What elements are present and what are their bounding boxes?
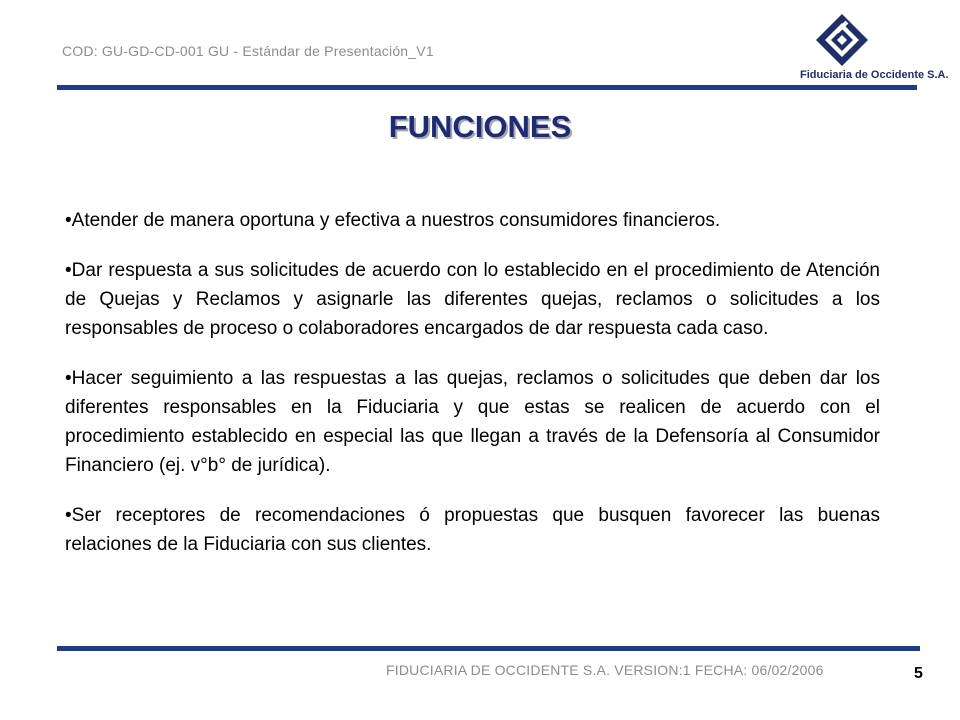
company-logo [800, 12, 949, 92]
logo-text: Fiduciaria de Occidente S.A. [800, 69, 949, 81]
bullet-item: •Dar respuesta a sus solicitudes de acuerdo con lo establecido en el procedimiento de Atención de Quejas y Reclamos y asignarle las diferentes quejas, reclamos o solicitudes a los responsables de proceso o colaboradores encargados de dar respuesta cada caso. [65, 260, 880, 339]
bullet-item: •Atender de manera oportuna y efectiva a nuestros consumidores financieros. [65, 210, 721, 231]
bullet-item: •Ser receptores de recomendaciones ó propuestas que busquen favorecer las buenas relaciones de la Fiduciaria con sus clientes. [65, 505, 880, 555]
diamond-logo-icon [812, 12, 872, 68]
footer-text: FIDUCIARIA DE OCCIDENTE S.A. VERSION:1 FECHA: 06/02/2006 [386, 662, 824, 678]
slide-title: FUNCIONES [388, 109, 572, 144]
bullet-list [65, 206, 880, 580]
page-number: 5 [914, 665, 923, 682]
header-divider [57, 85, 917, 90]
footer-divider [57, 646, 920, 651]
bullet-item: •Hacer seguimiento a las respuestas a las quejas, reclamos o solicitudes que deben dar los diferentes responsables en la Fiduciaria y que estas se realicen de acuerdo con el procedimiento establecido en especial las que llegan a través de la Defensoría al Consumidor Financiero (ej. v°b° de jurídica). [65, 368, 880, 476]
header-code: COD: GU-GD-CD-001 GU - Estándar de Presentación_V1 [62, 43, 434, 59]
